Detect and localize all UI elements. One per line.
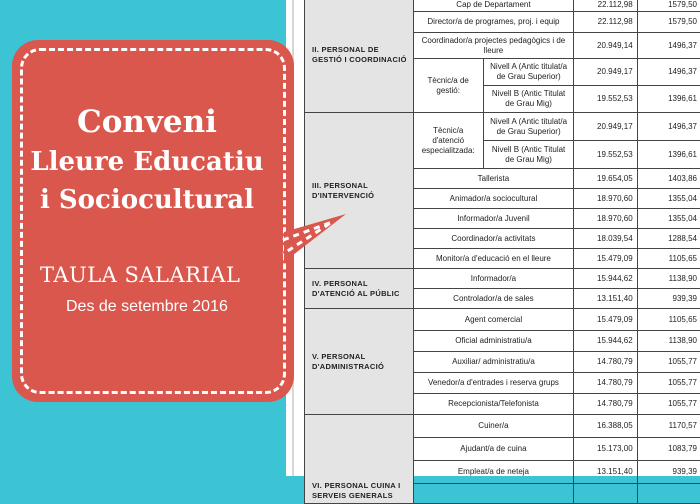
annual-salary: 20.949,17 — [574, 113, 637, 141]
annual-salary: 20.949,17 — [574, 59, 637, 86]
category-cell — [305, 269, 414, 309]
annual-salary: 15.944,62 — [574, 331, 637, 352]
dashed-border — [20, 48, 286, 394]
job-title: Informador/a Juvenil — [413, 209, 574, 229]
category-cell — [305, 415, 414, 504]
monthly-salary: 1579,50 — [637, 0, 700, 12]
job-title: Nivell A (Antic titulat/a de Grau Superior) — [483, 113, 573, 141]
monthly-salary: 1496,37 — [637, 113, 700, 141]
annual-salary: 19.552,53 — [574, 141, 637, 169]
monthly-salary: 1355,04 — [637, 189, 700, 209]
monthly-salary: 1055,77 — [637, 373, 700, 394]
table-row — [305, 0, 700, 12]
job-title: Nivell B (Antic Titulat de Grau Mig) — [483, 86, 573, 113]
group-label: Tècnic/a de gestió: — [413, 59, 483, 113]
job-title: Controlador/a de sales — [413, 289, 574, 309]
category-label: IV. PERSONAL D'ATENCIÓ AL PÚBLIC — [312, 279, 400, 298]
job-title — [413, 484, 574, 504]
monthly-salary: 1105,65 — [637, 309, 700, 331]
annual-salary: 15.944,62 — [574, 269, 637, 289]
annual-salary: 18.970,60 — [574, 189, 637, 209]
job-title: Animador/a sociocultural — [413, 189, 574, 209]
annual-salary: 15.479,09 — [574, 249, 637, 269]
category-label: V. PERSONAL D'ADMINISTRACIÓ — [312, 352, 384, 371]
job-title: Nivell B (Antic Titulat de Grau Mig) — [483, 141, 573, 169]
table-row — [305, 415, 700, 438]
cover-title-line-2: Lleure Educatiu — [0, 147, 294, 177]
job-title: Agent comercial — [413, 309, 574, 331]
annual-salary — [574, 484, 637, 504]
annual-salary: 13.151,40 — [574, 461, 637, 484]
table-row — [305, 309, 700, 331]
annual-salary: 14.780,79 — [574, 394, 637, 415]
monthly-salary: 1083,79 — [637, 438, 700, 461]
monthly-salary: 1355,04 — [637, 209, 700, 229]
job-title: Informador/a — [413, 269, 574, 289]
job-title: Coordinador/a activitats — [413, 229, 574, 249]
job-title: Venedor/a d'entrades i reserva grups — [413, 373, 574, 394]
job-title: Ajudant/a de cuina — [413, 438, 574, 461]
monthly-salary: 1138,90 — [637, 331, 700, 352]
monthly-salary: 1055,77 — [637, 394, 700, 415]
monthly-salary: 939,39 — [637, 289, 700, 309]
job-title: Empleat/a de neteja — [413, 461, 574, 484]
annual-salary: 19.654,05 — [574, 169, 637, 189]
job-title: Monitor/a d'educació en el lleure — [413, 249, 574, 269]
table-row — [305, 113, 700, 141]
category-label: III. PERSONAL D'INTERVENCIÓ — [312, 181, 374, 200]
category-cell — [305, 113, 414, 269]
annual-salary: 15.173,00 — [574, 438, 637, 461]
job-title: Nivell A (Antic titulat/a de Grau Superior) — [483, 59, 573, 86]
monthly-salary: 1496,37 — [637, 59, 700, 86]
category-cell — [305, 0, 414, 113]
annual-salary: 20.949,14 — [574, 33, 637, 59]
job-title: Oficial administratiu/a — [413, 331, 574, 352]
job-title: Coordinador/a projectes pedagògics i de lleure — [413, 33, 574, 59]
job-title: Cap de Departament — [413, 0, 574, 12]
category-cell — [305, 309, 414, 415]
job-title: Cuiner/a — [413, 415, 574, 438]
annual-salary: 19.552,53 — [574, 86, 637, 113]
annual-salary: 18.970,60 — [574, 209, 637, 229]
cover-title-line-1: Conveni — [0, 104, 294, 140]
job-title: Recepcionista/Telefonista — [413, 394, 574, 415]
annual-salary: 16.388,05 — [574, 415, 637, 438]
annual-salary: 14.780,79 — [574, 373, 637, 394]
monthly-salary — [637, 484, 700, 504]
annual-salary: 15.479,09 — [574, 309, 637, 331]
annual-salary: 18.039,54 — [574, 229, 637, 249]
monthly-salary: 1396,61 — [637, 141, 700, 169]
monthly-salary: 939,39 — [637, 461, 700, 484]
annual-salary: 22.112,98 — [574, 0, 637, 12]
table-row — [305, 269, 700, 289]
cover-date: Des de setembre 2016 — [66, 298, 228, 316]
cover-title-line-3: i Sociocultural — [0, 185, 294, 215]
monthly-salary: 1170,57 — [637, 415, 700, 438]
job-title: Tallerista — [413, 169, 574, 189]
annual-salary: 14.780,79 — [574, 352, 637, 373]
category-label: VI. PERSONAL CUINA I SERVEIS GENERALS — [312, 481, 401, 500]
monthly-salary: 1138,90 — [637, 269, 700, 289]
job-title: Director/a de programes, proj. i equip — [413, 12, 574, 33]
monthly-salary: 1403,86 — [637, 169, 700, 189]
monthly-salary: 1579,50 — [637, 12, 700, 33]
category-label: II. PERSONAL DE GESTIÓ I COORDINACIÓ — [312, 45, 407, 64]
job-title: Auxiliar/ administratiu/a — [413, 352, 574, 373]
monthly-salary: 1496,37 — [637, 33, 700, 59]
salary-table — [304, 0, 700, 504]
cover-card — [12, 40, 294, 402]
group-label: Tècnic/a d'atenció especialitzada: — [413, 113, 483, 169]
monthly-salary: 1105,65 — [637, 249, 700, 269]
monthly-salary: 1288,54 — [637, 229, 700, 249]
annual-salary: 13.151,40 — [574, 289, 637, 309]
monthly-salary: 1055,77 — [637, 352, 700, 373]
cover-subtitle: TAULA SALARIAL — [40, 263, 240, 287]
annual-salary: 22.112,98 — [574, 12, 637, 33]
monthly-salary: 1396,61 — [637, 86, 700, 113]
